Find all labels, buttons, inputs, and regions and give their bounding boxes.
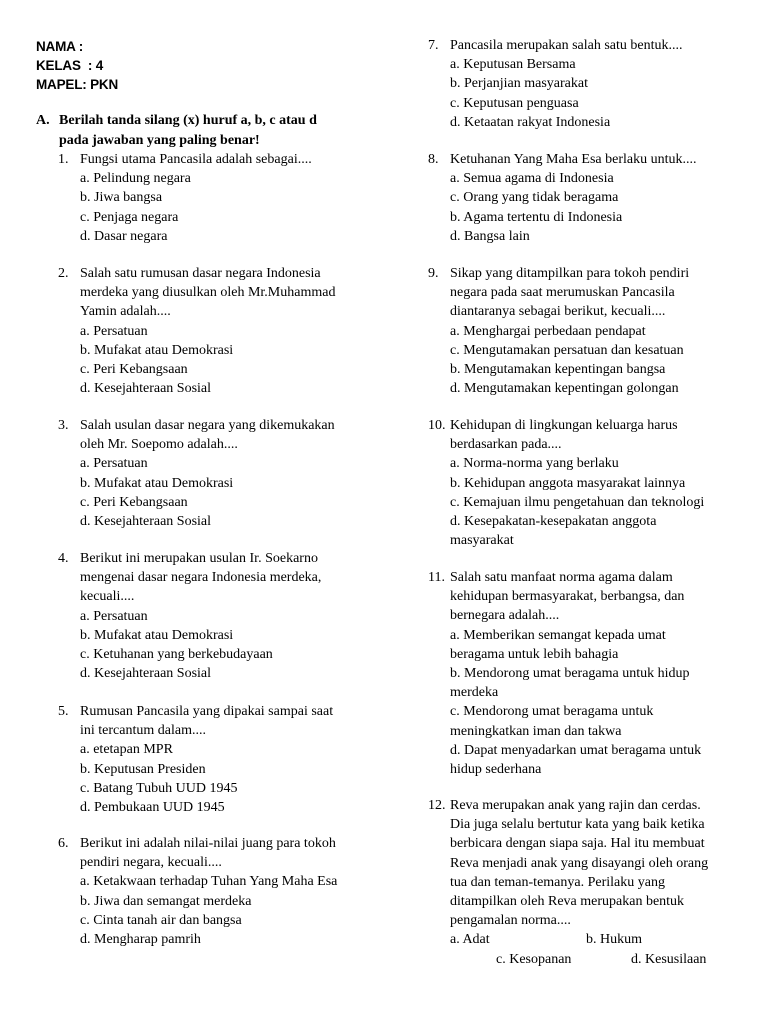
question-stem-line: Fungsi utama Pancasila adalah sebagai.... [80,152,312,167]
question-number: 6. [58,836,69,851]
answer-option[interactable]: a. Keputusan Bersama [450,57,576,73]
question-number: 12. [428,798,446,813]
answer-option[interactable]: a. Adat [450,932,490,948]
question-body [80,549,321,683]
section-instruction [36,111,356,151]
answer-option[interactable]: d. Kesejahteraan Sosial [80,666,212,682]
question-stem-line: bernegara adalah.... [450,608,560,624]
question-stem-line: ditampilkan oleh Reva merupakan bentuk [450,894,685,910]
question-stem-line: Reva merupakan anak yang rajin dan cerdas. [450,798,701,813]
question-number: 4. [58,551,69,566]
answer-option[interactable]: c. Cinta tanah air dan bangsa [80,912,242,928]
answer-option[interactable]: hidup sederhana [450,762,542,778]
question-body [450,36,682,132]
question-body [80,264,335,398]
question-stem-line: Salah satu manfaat norma agama dalam [450,570,673,585]
answer-option[interactable]: c. Peri Kebangsaan [80,494,188,510]
answer-option[interactable]: a. Persatuan [80,456,148,472]
answer-option[interactable]: c. Kesopanan [496,951,572,967]
question-number: 7. [428,38,439,53]
answer-option[interactable]: d. Mengharap pamrih [80,932,201,948]
question-body [80,150,312,246]
question-stem-line: Pancasila merupakan salah satu bentuk.... [450,38,683,53]
question-stem-line: Berikut ini adalah nilai-nilai juang para tokoh [80,836,336,851]
question-stem-line: Salah satu rumusan dasar negara Indonesia [80,266,321,281]
question-number: 5. [58,704,69,719]
answer-option[interactable]: a. Persatuan [80,608,148,624]
answer-option[interactable]: c. Ketuhanan yang berkebudayaan [80,647,273,663]
answer-option[interactable]: b. Mufakat atau Demokrasi [80,342,234,358]
nama-label: NAMA : [36,39,84,54]
answer-option[interactable]: c. Mengutamakan persatuan dan kesatuan [450,342,684,358]
answer-option[interactable]: c. Penjaga negara [80,209,179,225]
answer-option[interactable]: a. Ketakwaan terhadap Tuhan Yang Maha Esa [80,874,338,890]
question-stem-line: diantaranya sebagai berikut, kecuali.... [450,304,666,320]
question-stem-line: Rumusan Pancasila yang dipakai sampai saat [80,704,334,719]
question-number: 3. [58,418,69,433]
answer-option[interactable]: d. Dasar negara [80,228,168,244]
answer-option[interactable]: c. Keputusan penguasa [450,95,579,111]
question-body [450,264,689,398]
answer-option[interactable]: beragama untuk lebih bahagia [450,646,619,662]
question-stem-line: Ketuhanan Yang Maha Esa berlaku untuk.... [450,152,697,167]
question-stem-line: Dia juga selalu bertutur kata yang baik ketika [450,817,705,833]
question-stem-line: Sikap yang ditampilkan para tokoh pendiri [450,266,690,281]
answer-option[interactable]: b. Kehidupan anggota masyarakat lainnya [450,475,686,491]
answer-option[interactable]: d. Kesejahteraan Sosial [80,381,212,397]
question-body [80,702,333,817]
question-number: 2. [58,266,69,281]
answer-option[interactable]: b. Jiwa dan semangat merdeka [80,893,252,909]
answer-option[interactable]: a. Persatuan [80,323,148,339]
instruction-line-2: pada jawaban yang paling benar! [59,133,260,148]
answer-option[interactable]: b. Mufakat atau Demokrasi [80,475,234,491]
question-body [450,416,704,550]
answer-option[interactable]: b. Hukum [586,932,642,948]
question-stem-line: Berikut ini merupakan usulan Ir. Soekarno [80,551,318,566]
question-stem-line: Reva menjadi anak yang disayangi oleh orang [450,855,709,871]
question-stem-line: kecuali.... [80,589,135,605]
answer-option[interactable]: a. Norma-norma yang berlaku [450,456,619,472]
answer-option[interactable]: b. Mendorong umat beragama untuk hidup [450,666,690,682]
answer-option[interactable]: b. Jiwa bangsa [80,190,163,206]
answer-option[interactable]: d. Pembukaan UUD 1945 [80,800,225,816]
question-number: 11. [428,570,445,585]
mapel-label: MAPEL: PKN [36,77,118,92]
answer-option[interactable]: d. Bangsa lain [450,228,530,244]
question-stem-line: pendiri negara, kecuali.... [80,855,222,871]
instruction-line-1: Berilah tanda silang (x) huruf a, b, c atau d [59,113,317,128]
answer-option[interactable]: b. Mufakat atau Demokrasi [80,627,234,643]
answer-option[interactable]: a. Memberikan semangat kepada umat [450,627,666,643]
question-body [450,568,701,779]
question-number: 1. [58,152,69,167]
question-stem-line: Salah usulan dasar negara yang dikemukakan [80,418,335,433]
question-stem-line: tua dan teman-temanya. Perilaku yang [450,874,665,890]
question-stem-line: Yamin adalah.... [80,304,171,320]
question-number: 9. [428,266,439,281]
answer-option[interactable]: a. Menghargai perbedaan pendapat [450,323,646,339]
question-body [450,150,697,246]
answer-option[interactable]: c. Orang yang tidak beragama [450,190,619,206]
question-number: 8. [428,152,439,167]
answer-option[interactable]: c. Mendorong umat beragama untuk [450,704,654,720]
answer-option[interactable]: meningkatkan iman dan takwa [450,723,622,739]
section-letter: A. [36,113,50,128]
question-stem-line: berdasarkan pada.... [450,437,562,453]
kelas-label: KELAS : 4 [36,58,104,73]
answer-option[interactable]: merdeka [450,685,499,701]
question-stem-line: negara pada saat merumuskan Pancasila [450,285,675,301]
question-stem-line: berbicara dengan siapa saja. Hal itu membuat [450,836,705,852]
question-stem-line: ini tercantum dalam.... [80,723,206,739]
answer-option[interactable]: b. Keputusan Presiden [80,761,206,777]
question-stem-line: mengenai dasar negara Indonesia merdeka, [80,570,322,586]
answer-option[interactable]: a. Semua agama di Indonesia [450,171,614,187]
answer-option[interactable]: a. Pelindung negara [80,171,191,187]
question-stem-line: pengamalan norma.... [450,913,571,929]
answer-option[interactable]: c. Peri Kebangsaan [80,362,188,378]
answer-option[interactable]: b. Perjanjian masyarakat [450,76,589,92]
answer-option[interactable]: d. Dapat menyadarkan umat beragama untuk [450,742,702,758]
question-stem-line: oleh Mr. Soepomo adalah.... [80,437,238,453]
answer-option[interactable]: b. Mengutamakan kepentingan bangsa [450,362,666,378]
question-stem-line: Kehidupan di lingkungan keluarga harus [450,418,678,433]
answer-option[interactable]: d. Ketaatan rakyat Indonesia [450,114,611,130]
question-stem-line: kehidupan bermasyarakat, berbangsa, dan [450,589,685,605]
student-info-header [36,37,118,94]
answer-option[interactable]: d. Kesejahteraan Sosial [80,514,212,530]
question-body [80,834,337,949]
question-stem-line: merdeka yang diusulkan oleh Mr.Muhammad [80,285,336,301]
answer-option[interactable]: masyarakat [450,533,514,549]
question-number: 10. [428,418,446,433]
answer-option[interactable]: d. Mengutamakan kepentingan golongan [450,381,679,397]
answer-option[interactable]: d. Kesepakatan-kesepakatan anggota [450,514,657,530]
answer-option[interactable]: c. Kemajuan ilmu pengetahuan dan teknologi [450,494,705,510]
question-body [450,796,708,969]
answer-option[interactable]: c. Batang Tubuh UUD 1945 [80,780,238,796]
answer-option[interactable]: d. Kesusilaan [631,951,707,967]
answer-option[interactable]: b. Agama tertentu di Indonesia [450,209,623,225]
question-body [80,416,335,531]
answer-option[interactable]: a. etetapan MPR [80,742,173,758]
